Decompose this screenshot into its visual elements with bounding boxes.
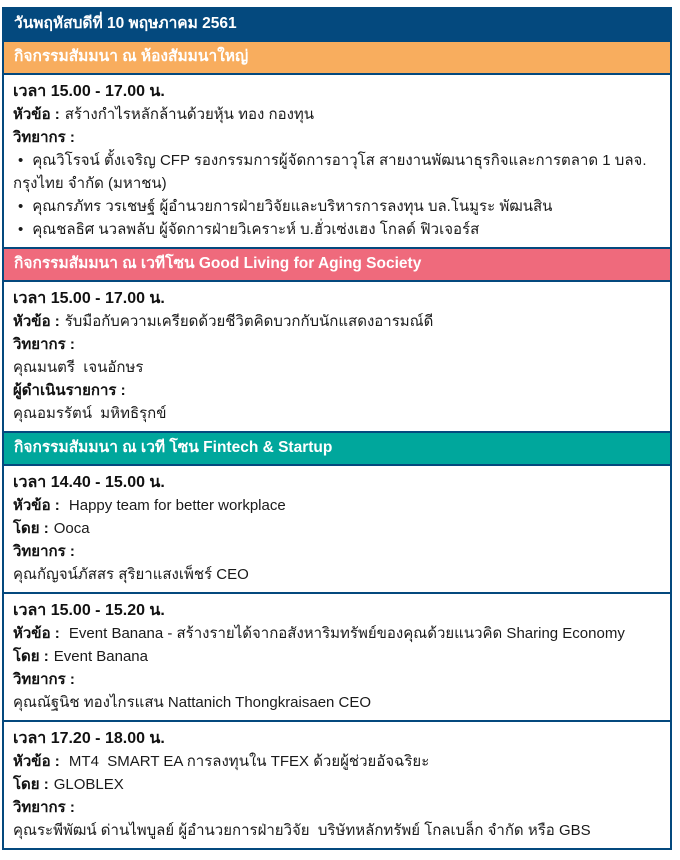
speaker-heading-line	[13, 668, 660, 691]
topic-line	[13, 494, 660, 517]
speaker-heading-line	[13, 126, 660, 149]
moderator-name: คุณอมรรัตน์ มหิทธิรุกข์	[13, 405, 167, 422]
speaker-bullet-line	[13, 149, 660, 195]
speaker-name: คุณมนตรี เจนอักษร	[13, 359, 144, 376]
topic-line	[13, 750, 660, 773]
field-value: Event Banana	[53, 648, 148, 665]
seminar-schedule-table	[2, 7, 672, 850]
moderator-heading-line	[13, 379, 660, 402]
field-value: MT4 SMART EA การลงทุนใน TFEX ด้วยผู้ช่วยอัจฉริยะ	[64, 753, 430, 770]
speaker-name-line	[13, 819, 660, 842]
date-header-text: วันพฤหัสบดีที่ 10 พฤษภาคม 2561	[14, 15, 237, 32]
speaker-heading-line	[13, 796, 660, 819]
topic-line	[13, 103, 660, 126]
speaker-heading-line	[13, 540, 660, 563]
speaker-name-line	[13, 691, 660, 714]
session-cell	[4, 720, 670, 848]
bullet-icon: •	[18, 221, 24, 238]
session-cell	[4, 464, 670, 592]
field-label: หัวข้อ :	[13, 753, 60, 770]
organizer-line	[13, 517, 660, 540]
field-label: วิทยากร :	[13, 129, 75, 146]
speaker-heading-line	[13, 333, 660, 356]
speaker-name-line	[13, 563, 660, 586]
topic-line	[13, 622, 660, 645]
field-value: GLOBLEX	[53, 776, 124, 793]
speaker-bullet-line	[13, 195, 660, 218]
organizer-line	[13, 645, 660, 668]
section-bar-fintech-startup	[4, 431, 670, 464]
field-value: Event Banana - สร้างรายได้จากอสังหาริมทรัพย์ของคุณด้วยแนวคิด Sharing Economy	[64, 625, 625, 642]
session-time: เวลา 15.00 - 17.00 น.	[13, 83, 165, 100]
section-title: กิจกรรมสัมมนา ณ ห้องสัมมนาใหญ่	[14, 48, 249, 65]
topic-line	[13, 310, 660, 333]
speaker-name: คุณระพีพัฒน์ ด่านไพบูลย์ ผู้อำนวยการฝ่ายวิจัย บริษัทหลักทรัพย์ โกลเบล็ก จำกัด หรือ GBS	[13, 822, 591, 839]
date-header	[4, 9, 670, 40]
section-title: กิจกรรมสัมมนา ณ เวทีโซน Good Living for Aging Society	[14, 255, 422, 272]
field-label: วิทยากร :	[13, 336, 75, 353]
field-label: โดย :	[13, 776, 49, 793]
field-value: รับมือกับความเครียดด้วยชีวิตคิดบวกกับนักแสดงอารมณ์ดี	[64, 313, 434, 330]
bullet-icon: •	[18, 152, 24, 169]
field-label: หัวข้อ :	[13, 313, 60, 330]
speaker-name: คุณกัญจน์ภัสสร สุริยาแสงเพ็ชร์ CEO	[13, 566, 249, 583]
section-title: กิจกรรมสัมมนา ณ เวที โซน Fintech & Startup	[14, 439, 333, 456]
speaker-name: คุณณัฐนิช ทองไกรแสน Nattanich Thongkraisaen CEO	[13, 694, 372, 711]
session-time: เวลา 14.40 - 15.00 น.	[13, 474, 165, 491]
session-time: เวลา 17.20 - 18.00 น.	[13, 730, 165, 747]
session-time: เวลา 15.00 - 15.20 น.	[13, 602, 165, 619]
speaker-name: คุณกรภัทร วรเชษฐ์ ผู้อำนวยการฝ่ายวิจัยและบริหารการลงทุน บล.โนมูระ พัฒนสิน	[32, 198, 553, 215]
session-time: เวลา 15.00 - 17.00 น.	[13, 290, 165, 307]
field-value: Ooca	[53, 520, 90, 537]
field-label: โดย :	[13, 520, 49, 537]
field-label: วิทยากร :	[13, 799, 75, 816]
field-label: หัวข้อ :	[13, 497, 60, 514]
speaker-name: คุณวิโรจน์ ตั้งเจริญ CFP รองกรรมการผู้จัดการอาวุโส สายงานพัฒนาธุรกิจและการตลาด 1 บลจ. กรุงไทย จำกัด (มหาชน)	[13, 152, 651, 192]
speaker-name: คุณชลธิศ นวลพลับ ผู้จัดการฝ่ายวิเคราะห์ บ.ฮั่วเซ่งเฮง โกลด์ ฟิวเจอร์ส	[32, 221, 480, 238]
field-label: วิทยากร :	[13, 671, 75, 688]
session-cell	[4, 73, 670, 247]
session-cell	[4, 280, 670, 431]
speaker-name-line	[13, 356, 660, 379]
field-label: หัวข้อ :	[13, 106, 60, 123]
field-value: สร้างกำไรหลักล้านด้วยหุ้น ทอง กองทุน	[64, 106, 315, 123]
section-bar-aging-society	[4, 247, 670, 280]
field-label: ผู้ดำเนินรายการ :	[13, 382, 126, 399]
field-label: วิทยากร :	[13, 543, 75, 560]
bullet-icon: •	[18, 198, 24, 215]
section-bar-main-hall	[4, 40, 670, 73]
field-label: โดย :	[13, 648, 49, 665]
session-cell	[4, 592, 670, 720]
field-value: Happy team for better workplace	[64, 497, 286, 514]
moderator-name-line	[13, 402, 660, 425]
organizer-line	[13, 773, 660, 796]
field-label: หัวข้อ :	[13, 625, 60, 642]
speaker-bullet-line	[13, 218, 660, 241]
